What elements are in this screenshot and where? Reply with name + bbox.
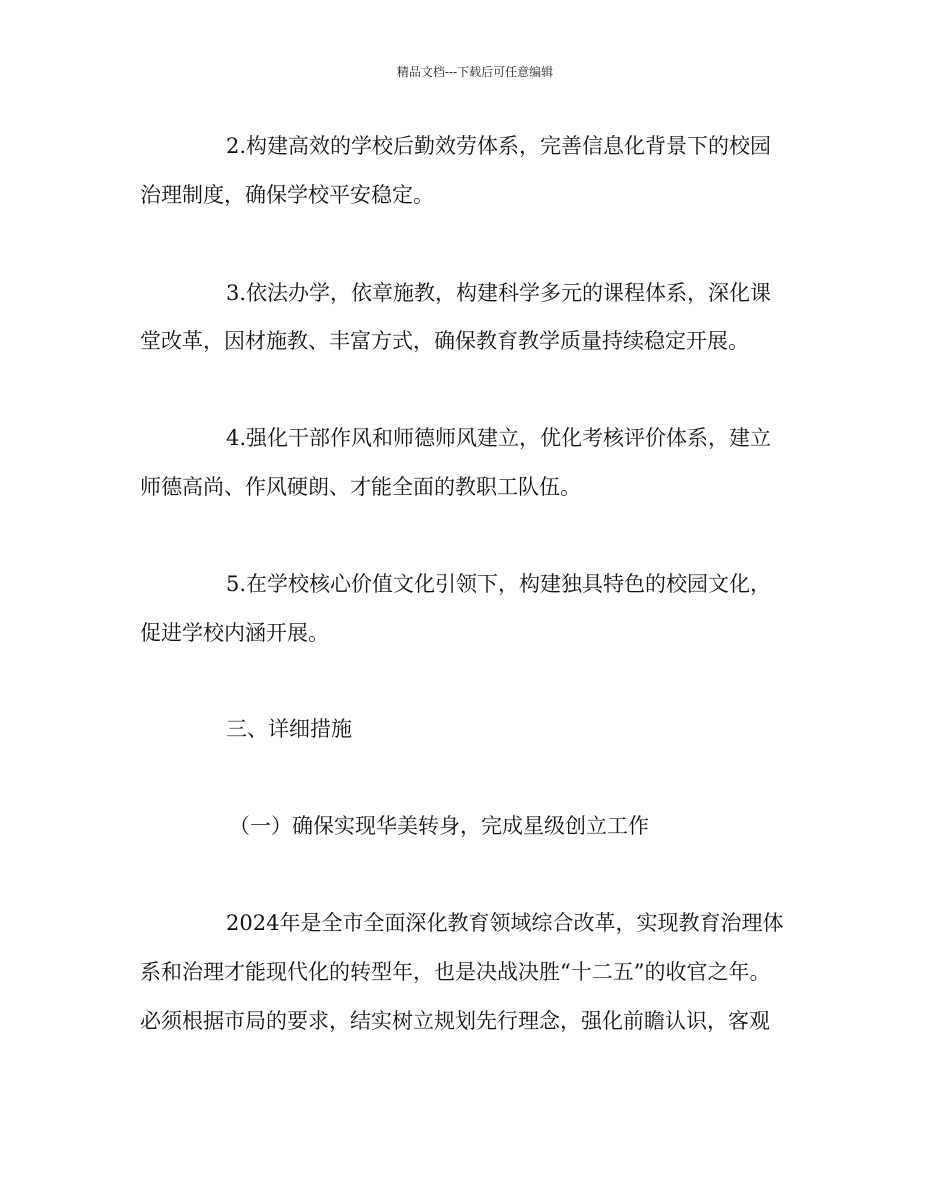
body-paragraph-line-3: 必须根据市局的要求，结实树立规划先行理念，强化前瞻认识，客观 [140, 1009, 770, 1033]
paragraph-2-line-1: 3.依法办学，依章施教，构建科学多元的课程体系，深化课 [226, 281, 772, 305]
paragraph-3-line-2: 师德高尚、作风硬朗、才能全面的教职工队伍。 [140, 475, 581, 499]
paragraph-1-line-2: 治理制度，确保学校平安稳定。 [140, 183, 434, 207]
paragraph-3-line-1: 4.强化干部作风和师德师风建立，优化考核评价体系，建立 [226, 426, 772, 450]
subsection-heading: （一）确保实现华美转身，完成星级创立工作 [229, 814, 649, 838]
page-header: 精品文档---下载后可任意编辑 [396, 65, 554, 79]
paragraph-1-line-1: 2.构建高效的学校后勤效劳体系，完善信息化背景下的校园 [226, 134, 772, 158]
body-paragraph-line-1: 2024年是全市全面深化教育领域综合改革，实现教育治理体 [226, 911, 784, 935]
paragraph-4-line-1: 5.在学校核心价值文化引领下，构建独具特色的校园文化， [226, 572, 772, 596]
paragraph-4-line-2: 促进学校内涵开展。 [140, 621, 329, 645]
paragraph-2-line-2: 堂改革，因材施教、丰富方式，确保教育教学质量持续稳定开展。 [140, 329, 749, 353]
section-heading: 三、详细措施 [226, 717, 352, 741]
body-paragraph-line-2: 系和治理才能现代化的转型年，也是决战决胜“十二五”的收官之年。 [140, 960, 771, 984]
